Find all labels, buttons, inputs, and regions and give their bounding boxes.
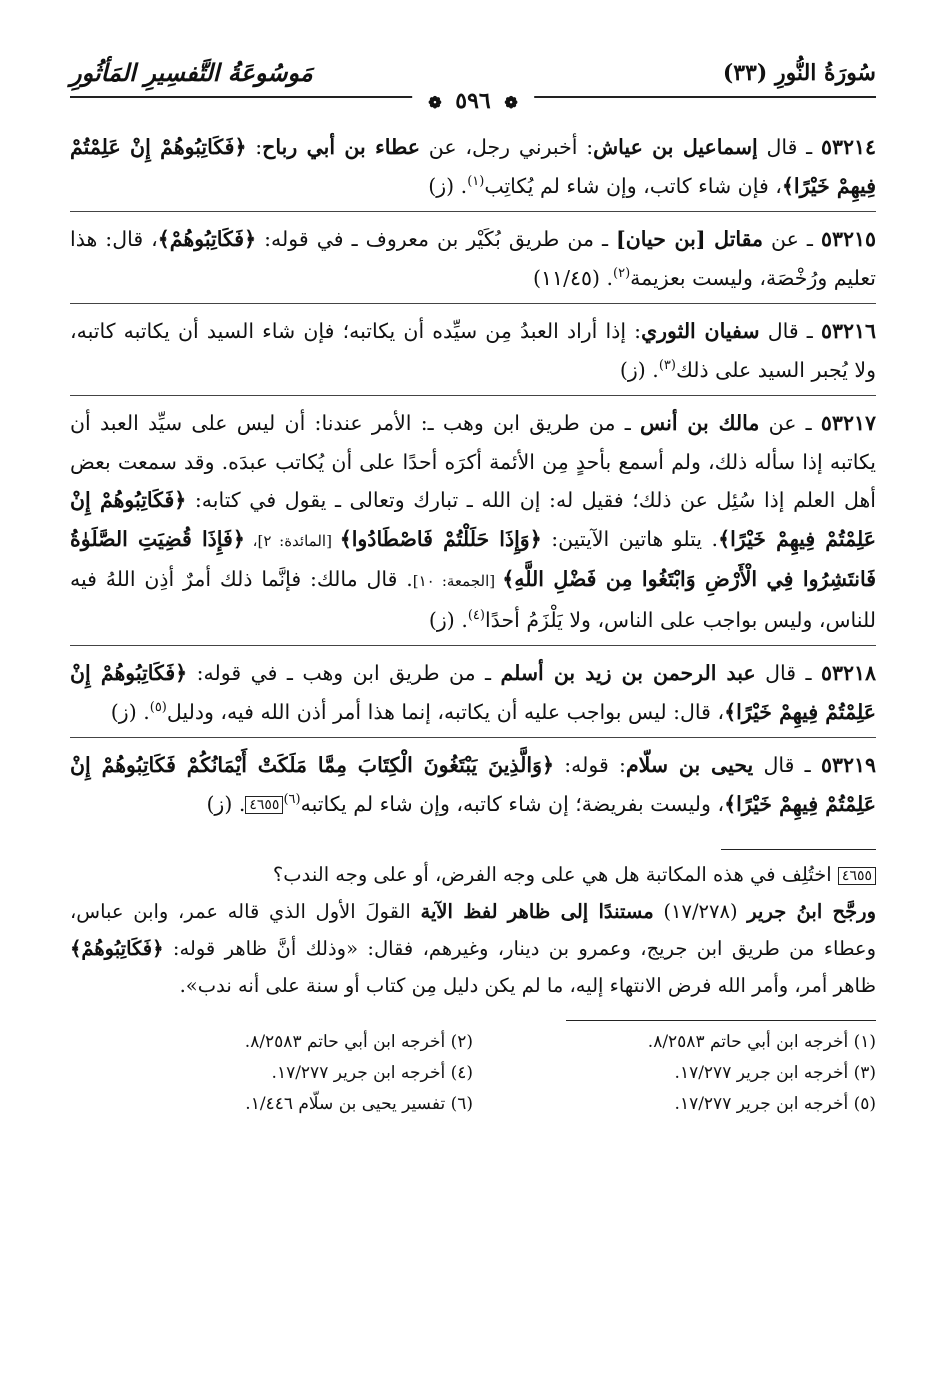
source-tag: . (ز) bbox=[428, 607, 468, 632]
book-title: مَوسُوعَةُ التَّفسِيرِ المَأثُورِ bbox=[70, 58, 313, 87]
commentary-number-box: ٤٦٥٥ bbox=[838, 867, 876, 885]
source-tag: . (ز) bbox=[206, 791, 246, 816]
entry-text: ـ عن bbox=[763, 227, 821, 251]
entry-text: : إذا أراد العبدُ مِن سيِّده أن يكاتبه؛ فإن شاء السيد أن يكاتبه كاتبه، ولا يُجبر السيد على ذلك bbox=[70, 319, 876, 382]
entry-text: ـ قال bbox=[759, 319, 821, 343]
footnote-marker[interactable]: (٦) bbox=[283, 791, 301, 807]
entry-number: ٥٣٢١٨ bbox=[820, 661, 876, 685]
verse-reference: [الجمعة: ١٠] bbox=[412, 572, 503, 590]
narrator-name: مالك بن أنس bbox=[640, 411, 760, 435]
quran-verse: ﴿فَكَاتِبُوهُمْ﴾ bbox=[70, 937, 164, 960]
narration-entry bbox=[70, 404, 876, 646]
surah-title: سُورَةُ النُّورِ (٣٣) bbox=[722, 60, 876, 86]
entry-number: ٥٣٢١٧ bbox=[820, 411, 876, 435]
footnotes bbox=[70, 1027, 876, 1120]
narrator-name: عبد الرحمن بن زيد بن أسلم bbox=[500, 661, 756, 685]
footnote-item: (٦) تفسير يحيى بن سلّام ١/٤٤٦. bbox=[245, 1094, 473, 1114]
footnote-item: (٥) أخرجه ابن جرير ١٧/٢٧٧. bbox=[674, 1094, 876, 1114]
quran-verse: ﴿فَإِذَا قُضِيَتِ الصَّلَوٰةُ فَانتَشِرُوا فِي الْأَرْضِ وَابْتَغُوا مِن فَضْلِ اللَّهِ﴾ bbox=[70, 526, 877, 591]
quran-verse: ﴿وَإِذَا حَلَلْتُمْ فَاصْطَادُوا﴾ bbox=[339, 526, 542, 551]
quran-verse: ﴿فَكَاتِبُوهُمْ إِنْ عَلِمْتُمْ فِيهِمْ خَيْرًا﴾ bbox=[70, 661, 876, 724]
quran-verse: ﴿فَكَاتِبُوهُمْ﴾ bbox=[157, 227, 257, 251]
footnote-marker[interactable]: (٣) bbox=[658, 357, 676, 373]
narrator-name: مقاتل [بن حيان] bbox=[616, 227, 764, 251]
entry-text: : قوله: bbox=[554, 753, 626, 777]
footnote-separator bbox=[566, 1020, 876, 1021]
footnote-marker[interactable]: (٤) bbox=[467, 607, 485, 623]
narration-entry bbox=[70, 746, 876, 829]
footnote-marker[interactable]: (٢) bbox=[613, 265, 631, 281]
narration-entry bbox=[70, 312, 876, 396]
narration-entry bbox=[70, 128, 876, 212]
note-text: القولَ الأول الذي قاله عمر، وابن عباس، وعطاء من طريق ابن جريج، وعمرو بن دينار، وغيرهم، فقال: «وذلك أنَّ ظاهر قوله: bbox=[70, 900, 876, 960]
narration-entry bbox=[70, 654, 876, 738]
footnote-item: (٤) أخرجه ابن جرير ١٧/٢٧٧. bbox=[271, 1063, 473, 1083]
entry-text: . قال مالك: فإنَّما ذلك أمرٌ أذِن اللهُ فيه للناس، وليس بواجب على الناس، ولا يَلْزَمُ أحدًا bbox=[70, 567, 876, 632]
note-bold: مستندًا إلى ظاهر لفظ الآية bbox=[420, 900, 654, 923]
note-text: اختُلِف في هذه المكاتبة هل هي على وجه الفرض، أو على وجه الندب؟ bbox=[272, 863, 838, 886]
entry-text: ـ من طريق بُكَيْر بن معروف ـ في قوله: bbox=[256, 227, 617, 251]
ornament-icon: ❁ bbox=[428, 93, 442, 112]
verse-reference: [المائدة: ٢]، bbox=[244, 531, 340, 550]
commentary-ref-box[interactable]: ٤٦٥٥ bbox=[245, 796, 283, 814]
source-tag: . (١١/٤٥) bbox=[533, 265, 614, 290]
narration-entry bbox=[70, 220, 876, 304]
footnote-marker[interactable]: (٥) bbox=[149, 699, 167, 715]
quran-verse: ﴿فَكَاتِبُوهُمْ إِنْ عَلِمْتُمْ فِيهِمْ خَيْرًا﴾ bbox=[70, 135, 876, 198]
page-number-block bbox=[412, 88, 534, 114]
note-text: (١٧/٢٧٨) bbox=[653, 900, 748, 923]
note-text: ظاهر أمر، وأمر الله فرض الانتهاء إليه، ما لم يكن دليل مِن كتاب أو سنة على أنه ندب». bbox=[179, 974, 876, 997]
quran-verse: ﴿وَالَّذِينَ يَبْتَغُونَ الْكِتَابَ مِمَّا مَلَكَتْ أَيْمَانُكُمْ فَكَاتِبُوهُمْ إِنْ عَلِمْتُمْ فِيهِمْ خَيْرًا﴾ bbox=[70, 753, 876, 816]
entry-number: ٥٣٢١٥ bbox=[820, 227, 877, 251]
narrator-name: عطاء بن أبي رباح bbox=[262, 135, 421, 159]
page bbox=[70, 52, 876, 1120]
entry-text: : bbox=[246, 135, 263, 159]
entry-number: ٥٣٢١٤ bbox=[820, 135, 876, 159]
note-bold: ورجَّح ابنُ جرير bbox=[747, 900, 876, 923]
source-tag: . (ز) bbox=[428, 173, 468, 198]
entry-text: ، وليست بفريضة؛ إن شاء كاتبه، وإن شاء لم يكاتبه bbox=[300, 791, 725, 816]
entry-number: ٥٣٢١٦ bbox=[820, 319, 876, 343]
entry-number: ٥٣٢١٩ bbox=[820, 753, 876, 777]
narrator-name: سفيان الثوري bbox=[641, 319, 760, 343]
quran-verse: ﴿فَكَاتِبُوهُمْ إِنْ عَلِمْتُمْ فِيهِمْ خَيْرًا﴾ bbox=[70, 488, 876, 551]
entry-text: ـ عن bbox=[759, 411, 821, 435]
note-separator bbox=[721, 849, 876, 850]
source-tag: . (ز) bbox=[619, 357, 659, 382]
page-number: ٥٩٦ bbox=[455, 88, 491, 114]
entry-text: ـ من طريق ابن وهب ـ: الأمر عندنا: أن ليس على سيِّد العبد أن يكاتبه إذا سأله ذلك، ولم أسمع بأحدٍ مِن الأئمة أكرَه أحدًا على أن يُكاتب عبدَه. وقد سمعت بعض أهل العلم إذا سُئِل عن ذلك؛ فقيل له: إن الله ـ تبارك وتعالى ـ يقول في كتابه: bbox=[70, 411, 877, 512]
narrator-name: إسماعيل بن عياش bbox=[593, 135, 758, 159]
running-header bbox=[70, 52, 876, 114]
entry-text: ، فإن شاء كاتب، وإن شاء لم يُكاتِب bbox=[484, 173, 782, 198]
entry-text: ، قال: ليس بواجب عليه أن يكاتبه، إنما هذا أمر أذن الله فيه، ودليل bbox=[166, 699, 725, 724]
footnote-item: (٢) أخرجه ابن أبي حاتم ٨/٢٥٨٣. bbox=[244, 1032, 473, 1052]
footnote-item: (٣) أخرجه ابن جرير ١٧/٢٧٧. bbox=[674, 1063, 876, 1083]
ornament-icon: ❁ bbox=[504, 93, 518, 112]
main-text bbox=[70, 128, 876, 829]
source-tag: . (ز) bbox=[110, 699, 150, 724]
entry-text: ـ من طريق ابن وهب ـ في قوله: bbox=[187, 661, 501, 685]
entry-text: . يتلو هاتين الآيتين: bbox=[541, 526, 719, 551]
entry-text: ـ قال bbox=[757, 135, 821, 159]
footnote-marker[interactable]: (١) bbox=[467, 173, 485, 189]
entry-text: : أخبرني رجل، عن bbox=[420, 135, 594, 159]
entry-text: ـ قال bbox=[755, 661, 821, 685]
commentary-note bbox=[70, 856, 876, 1004]
narrator-name: يحيى بن سلّام bbox=[625, 753, 754, 777]
entry-text: ، قال: هذا تعليم ورُخْصَة، وليست بعزيمة bbox=[70, 227, 876, 290]
entry-text: ـ قال bbox=[753, 753, 821, 777]
footnote-item: (١) أخرجه ابن أبي حاتم ٨/٢٥٨٣. bbox=[647, 1032, 876, 1052]
